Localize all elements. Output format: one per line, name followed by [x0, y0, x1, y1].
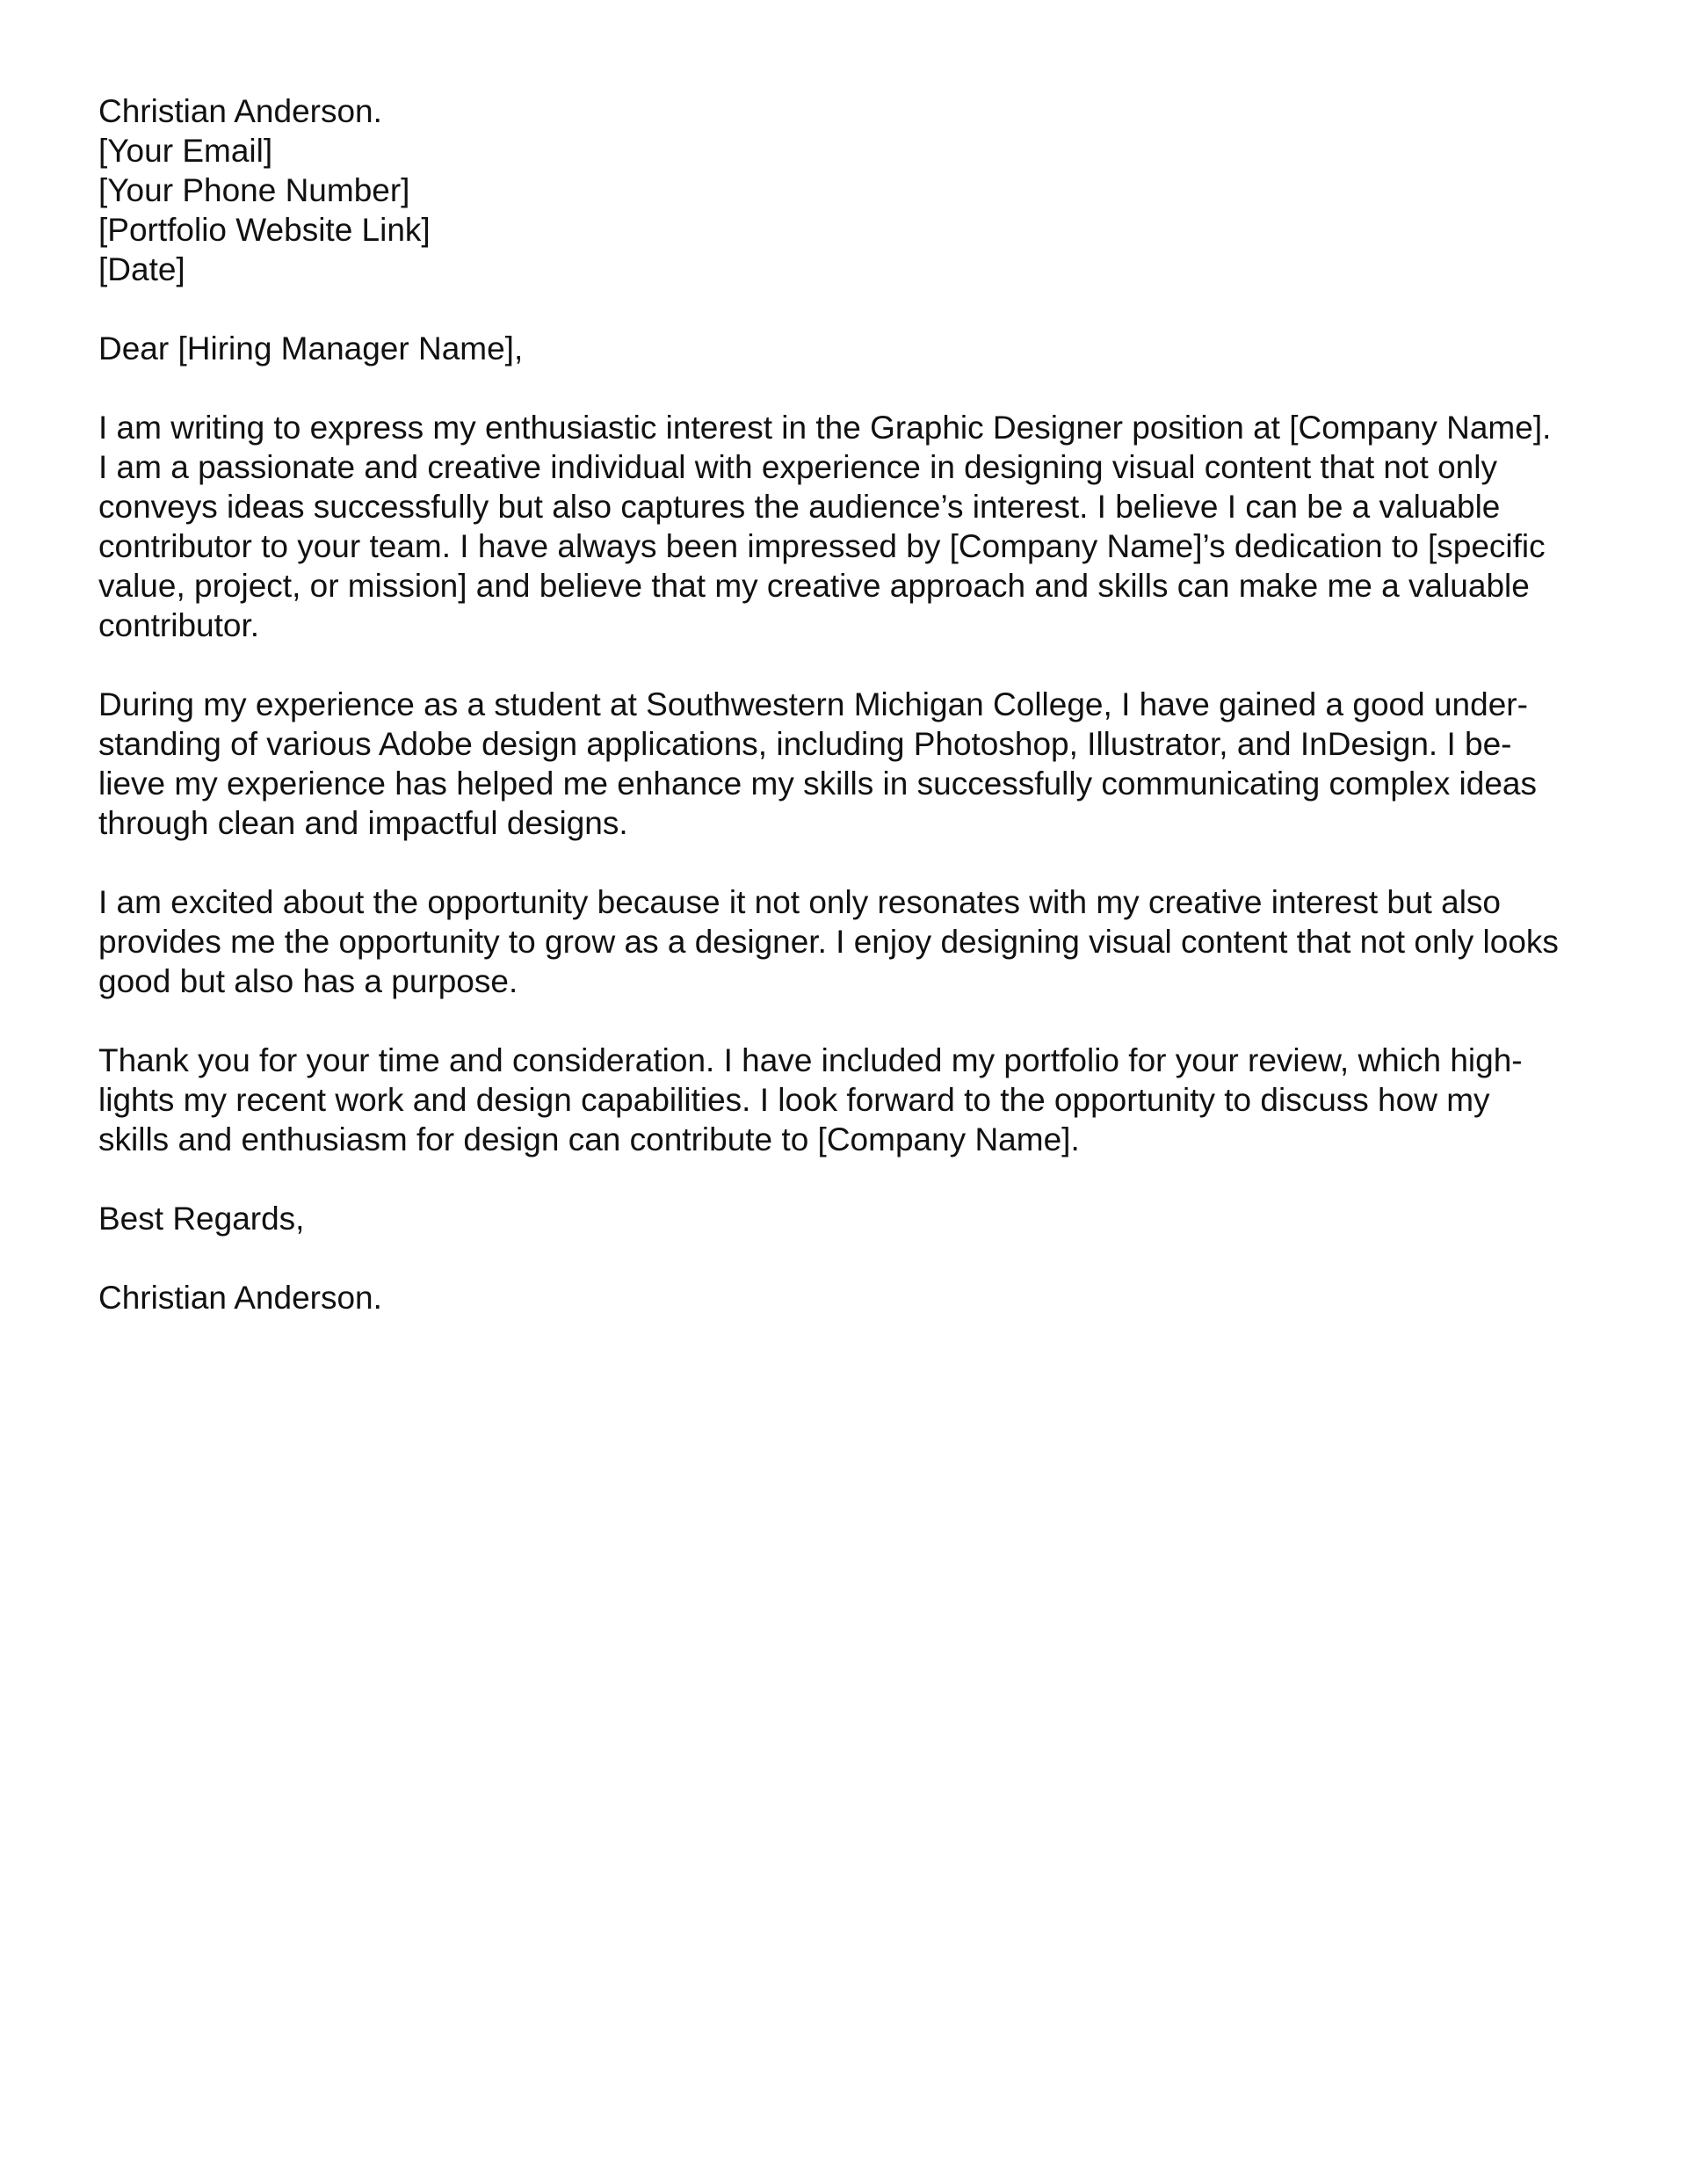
- paragraph-line: Thank you for your time and consideration. I have included my portfolio for your review, which high-: [98, 1042, 1523, 1078]
- closing-block: [98, 1199, 1592, 1238]
- paragraph-line: skills and enthusiasm for design can contribute to [Company Name].: [98, 1121, 1080, 1157]
- signature: Christian Anderson.: [98, 1280, 382, 1316]
- paragraph-line: good but also has a purpose.: [98, 963, 518, 999]
- paragraph-line: lights my recent work and design capabilities. I look forward to the opportunity to discuss how my: [98, 1082, 1490, 1118]
- sender-name: Christian Anderson.: [98, 93, 382, 129]
- cover-letter: [98, 91, 1592, 1317]
- paragraph-line: I am writing to express my enthusiastic interest in the Graphic Designer position at [Company Name].: [98, 410, 1552, 446]
- closing: Best Regards,: [98, 1201, 305, 1237]
- paragraph-line: I am a passionate and creative individual with experience in designing visual content that not only: [98, 449, 1497, 485]
- paragraph-line: During my experience as a student at Southwestern Michigan College, I have gained a good under-: [98, 686, 1528, 722]
- paragraph-experience: [98, 685, 1592, 843]
- paragraph-intro: [98, 408, 1592, 645]
- sender-contact-block: [98, 91, 1592, 289]
- sender-email: [Your Email]: [98, 133, 273, 169]
- paragraph-opportunity: [98, 882, 1592, 1001]
- signature-block: [98, 1278, 1592, 1317]
- paragraph-line: contributor to your team. I have always been impressed by [Company Name]’s dedication to [specific: [98, 528, 1546, 564]
- sender-portfolio-link: [Portfolio Website Link]: [98, 212, 431, 248]
- paragraph-line: conveys ideas successfully but also captures the audience’s interest. I believe I can be a valuable: [98, 489, 1501, 525]
- sender-phone: [Your Phone Number]: [98, 172, 410, 208]
- paragraph-line: lieve my experience has helped me enhance my skills in successfully communicating complex ideas: [98, 765, 1537, 802]
- paragraph-thanks: [98, 1041, 1592, 1159]
- salutation-block: [98, 329, 1592, 368]
- paragraph-line: standing of various Adobe design applications, including Photoshop, Illustrator, and InDesign. I be-: [98, 726, 1512, 762]
- paragraph-line: contributor.: [98, 607, 260, 643]
- letter-date: [Date]: [98, 251, 185, 287]
- paragraph-line: provides me the opportunity to grow as a designer. I enjoy designing visual content that not only looks: [98, 924, 1559, 960]
- paragraph-line: value, project, or mission] and believe that my creative approach and skills can make me a valuable: [98, 568, 1530, 604]
- salutation: Dear [Hiring Manager Name],: [98, 330, 524, 366]
- paragraph-line: through clean and impactful designs.: [98, 805, 628, 841]
- paragraph-line: I am excited about the opportunity because it not only resonates with my creative interest but also: [98, 884, 1501, 920]
